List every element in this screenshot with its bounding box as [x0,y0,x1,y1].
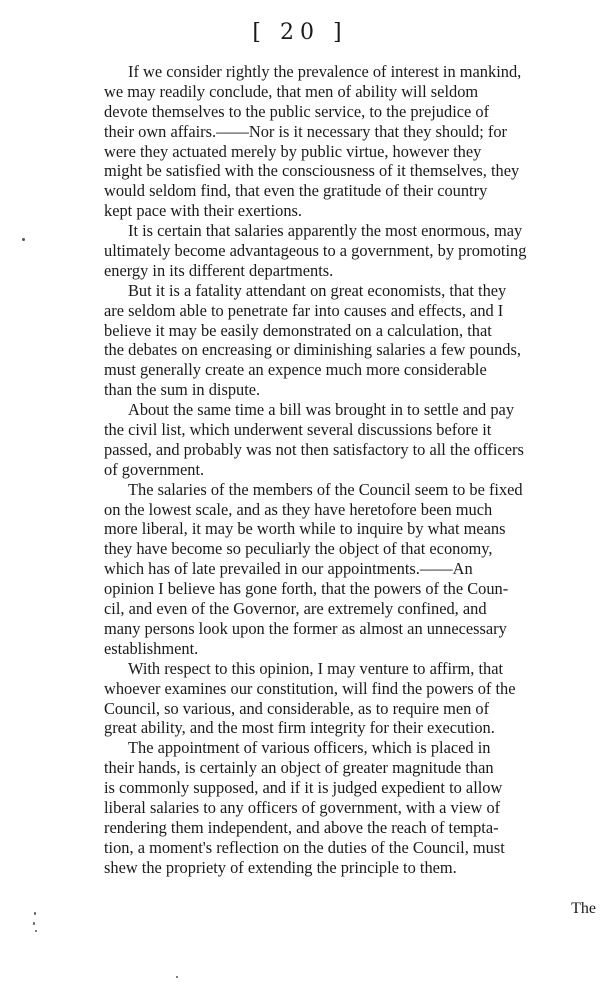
text-line: the debates on encreasing or diminishing salaries a few pounds, [104,340,521,360]
text-line: cil, and even of the Governor, are extremely confined, and [104,599,487,619]
text-line: But it is a fatality attendant on great economists, that they [128,280,507,300]
text-line: opinion I believe has gone forth, that the powers of the Coun- [104,579,509,599]
text-line: of government. [104,459,205,479]
body-text [104,62,598,878]
text-line: believe it may be easily demonstrated on a calculation, that [104,320,492,340]
text-line: their own affairs.——Nor is it necessary that they should; for [104,121,507,141]
text-line: their hands, is certainly an object of greater magnitude than [104,758,494,778]
text-line: would seldom find, that even the gratitude of their country [104,181,488,201]
text-line: If we consider rightly the prevalence of interest in mankind, [128,62,522,81]
text-line: shew the propriety of extending the principle to them. [104,857,457,877]
text-line: passed, and probably was not then satisfactory to all the officers [104,439,524,459]
text-line: were they actuated merely by public virtue, however they [104,141,482,161]
margin-speck [34,912,36,915]
paragraph [104,400,598,480]
text-line: With respect to this opinion, I may venture to affirm, that [128,658,504,678]
margin-speck [33,922,35,925]
paragraph [104,281,598,400]
margin-speck [35,930,37,932]
text-line: Council, so various, and considerable, as to require men of [104,698,490,718]
text-line: The salaries of the members of the Council seem to be fixed [128,479,523,499]
paragraph [104,738,598,877]
margin-speck [176,976,178,978]
paragraph [104,659,598,739]
margin-speck [22,238,25,241]
text-line: on the lowest scale, and as they have heretofore been much [104,499,493,519]
catchword: The [571,900,596,917]
text-line: establishment. [104,638,199,658]
text-line: The appointment of various officers, which is placed in [128,738,491,758]
page-number: [ 20 ] [252,20,348,45]
text-line: It is certain that salaries apparently the most enormous, may [128,221,523,241]
text-line: liberal salaries to any officers of government, with a view of [104,797,501,817]
text-line: is commonly supposed, and if it is judged expedient to allow [104,778,503,798]
text-line: kept pace with their exertions. [104,201,302,221]
text-line: the civil list, which underwent several discussions before it [104,420,492,440]
text-line: devote themselves to the public service, to the prejudice of [104,101,490,121]
text-line: ultimately become advantageous to a government, by promoting [104,241,527,261]
text-line: might be satisfied with the consciousness of it themselves, they [104,161,520,181]
text-line: many persons look upon the former as almost an unnecessary [104,618,507,638]
paragraph [104,480,598,659]
text-line: About the same time a bill was brought in to settle and pay [128,400,515,420]
text-line: than the sum in dispute. [104,380,261,400]
text-line: energy in its different departments. [104,260,334,280]
paragraph [104,62,598,221]
text-line: more liberal, it may be worth while to inquire by what means [104,519,506,539]
text-line: are seldom able to penetrate far into causes and effects, and I [104,300,504,320]
text-line: we may readily conclude, that men of ability will seldom [104,81,479,101]
text-line: great ability, and the most firm integrity for their execution. [104,718,495,738]
paragraph [104,221,598,281]
text-line: which has of late prevailed in our appointments.——An [104,559,473,579]
text-line: they have become so peculiarly the object of that economy, [104,539,493,559]
text-line: must generally create an expence much more considerable [104,360,487,380]
text-line: whoever examines our constitution, will find the powers of the [104,678,516,698]
text-line: rendering them independent, and above the reach of tempta- [104,817,499,837]
text-line: tion, a moment's reflection on the duties of the Council, must [104,837,505,857]
